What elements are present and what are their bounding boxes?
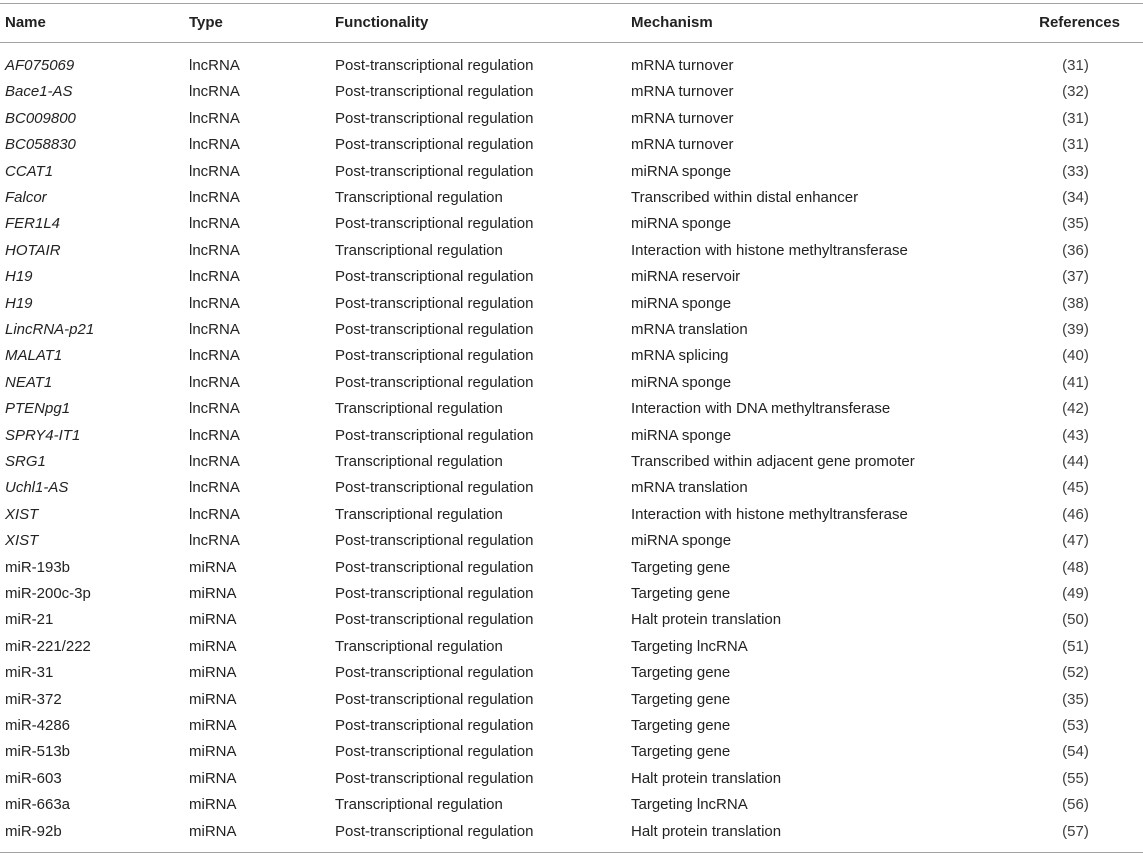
cell-mechanism: miRNA sponge [631,532,732,550]
cell-mechanism: mRNA turnover [631,57,734,74]
cell-reference: (49) [1062,585,1089,602]
cell-type: miRNA [189,769,237,787]
cell-reference: (57) [1062,822,1089,840]
cell-type: miRNA [189,690,237,708]
cell-functionality: Post-transcriptional regulation [335,664,534,682]
table-row [0,687,1143,713]
table-row [0,264,1143,290]
cell-mechanism: Transcribed within distal enhancer [631,189,859,206]
cell-type: miRNA [189,585,237,602]
cell-name: XIST [5,532,39,550]
cell-reference: (39) [1062,321,1089,338]
cell-functionality: Transcriptional regulation [335,241,503,259]
table-row [0,343,1143,369]
cell-mechanism: miRNA sponge [631,215,732,233]
cell-reference: (32) [1062,83,1089,101]
cell-mechanism: mRNA splicing [631,347,729,365]
cell-name: miR-513b [5,743,71,761]
cell-functionality: Post-transcriptional regulation [335,57,534,74]
table-row [0,396,1143,422]
cell-reference: (31) [1062,136,1089,154]
cell-name: miR-21 [5,611,54,629]
cell-name: XIST [5,505,39,523]
cell-type: lncRNA [189,215,240,233]
cell-mechanism: Interaction with histone methyltransferase [631,505,908,523]
cell-type: lncRNA [189,400,240,418]
cell-mechanism: Interaction with DNA methyltransferase [631,400,891,418]
table-row [0,317,1143,343]
cell-mechanism: mRNA translation [631,479,748,497]
header-references: References [1039,14,1120,31]
cell-type: lncRNA [189,453,240,470]
cell-name: Bace1-AS [5,83,73,101]
cell-reference: (54) [1062,743,1089,761]
cell-type: lncRNA [189,136,240,154]
cell-reference: (56) [1062,796,1089,814]
cell-mechanism: mRNA turnover [631,109,734,127]
cell-type: miRNA [189,796,237,814]
table-row [0,607,1143,633]
table-row [0,660,1143,686]
cell-functionality: Post-transcriptional regulation [335,479,534,497]
header-functionality: Functionality [335,14,429,31]
table-row [0,634,1143,660]
cell-functionality: Post-transcriptional regulation [335,294,534,312]
cell-functionality: Post-transcriptional regulation [335,690,534,708]
cell-reference: (31) [1062,57,1089,74]
cell-type: lncRNA [189,57,240,74]
cell-functionality: Transcriptional regulation [335,505,503,523]
cell-name: miR-92b [5,822,62,840]
cell-type: lncRNA [189,294,240,312]
table-row [0,211,1143,237]
cell-name: SRG1 [5,453,46,470]
cell-type: lncRNA [189,373,240,391]
cell-mechanism: mRNA translation [631,321,748,338]
cell-mechanism: Halt protein translation [631,769,782,787]
header-mechanism: Mechanism [631,14,713,31]
cell-name: NEAT1 [5,373,53,391]
cell-functionality: Post-transcriptional regulation [335,717,534,734]
table-row [0,159,1143,185]
cell-name: H19 [5,294,33,312]
cell-reference: (46) [1062,505,1089,523]
cell-mechanism: Halt protein translation [631,611,782,629]
cell-name: PTENpg1 [5,400,71,418]
cell-name: H19 [5,268,33,286]
cell-functionality: Post-transcriptional regulation [335,769,534,787]
cell-reference: (36) [1062,241,1089,259]
cell-type: lncRNA [189,268,240,286]
cell-functionality: Post-transcriptional regulation [335,268,534,286]
cell-reference: (45) [1062,479,1089,497]
table-row [0,238,1143,264]
table-row [0,79,1143,105]
cell-functionality: Post-transcriptional regulation [335,136,534,154]
cell-name: Uchl1-AS [5,479,69,497]
table-row [0,555,1143,581]
cell-reference: (40) [1062,347,1089,365]
cell-type: lncRNA [189,321,240,338]
cell-type: lncRNA [189,347,240,365]
cell-mechanism: miRNA reservoir [631,268,741,286]
cell-name: miR-193b [5,558,71,576]
table-row [0,766,1143,792]
table-row [0,792,1143,818]
table-row [0,475,1143,501]
cell-reference: (38) [1062,294,1089,312]
cell-name: BC009800 [5,109,76,127]
cell-reference: (31) [1062,109,1089,127]
cell-type: lncRNA [189,162,240,180]
cell-mechanism: Targeting gene [631,717,731,734]
table-row [0,449,1143,475]
cell-mechanism: mRNA turnover [631,136,734,154]
cell-mechanism: Targeting gene [631,690,731,708]
cell-type: lncRNA [189,83,240,101]
cell-type: lncRNA [189,109,240,127]
cell-mechanism: miRNA sponge [631,426,732,444]
cell-type: miRNA [189,664,237,682]
cell-functionality: Post-transcriptional regulation [335,373,534,391]
table-row [0,53,1143,79]
cell-functionality: Transcriptional regulation [335,189,503,206]
table-row [0,132,1143,158]
cell-reference: (52) [1062,664,1089,682]
cell-mechanism: miRNA sponge [631,294,732,312]
table-row [0,739,1143,765]
cell-type: lncRNA [189,189,240,206]
cell-mechanism: Targeting lncRNA [631,796,748,814]
cell-functionality: Post-transcriptional regulation [335,532,534,550]
cell-type: lncRNA [189,479,240,497]
cell-functionality: Post-transcriptional regulation [335,426,534,444]
cell-type: miRNA [189,822,237,840]
table-row [0,713,1143,739]
cell-name: miR-663a [5,796,71,814]
cell-name: LincRNA-p21 [5,321,95,338]
table-row [0,370,1143,396]
cell-functionality: Post-transcriptional regulation [335,822,534,840]
cell-name: Falcor [5,189,47,206]
cell-type: miRNA [189,637,237,655]
cell-functionality: Post-transcriptional regulation [335,347,534,365]
cell-name: miR-200c-3p [5,585,91,602]
cell-mechanism: Targeting gene [631,743,731,761]
cell-reference: (55) [1062,769,1089,787]
cell-type: lncRNA [189,532,240,550]
table-row [0,819,1143,845]
cell-type: miRNA [189,558,237,576]
cell-functionality: Transcriptional regulation [335,400,503,418]
cell-name: HOTAIR [5,241,61,259]
cell-functionality: Post-transcriptional regulation [335,162,534,180]
cell-reference: (34) [1062,189,1089,206]
cell-mechanism: miRNA sponge [631,162,732,180]
cell-type: lncRNA [189,426,240,444]
table-header-rule [0,42,1143,43]
table-row [0,106,1143,132]
cell-name: BC058830 [5,136,76,154]
cell-reference: (42) [1062,400,1089,418]
cell-functionality: Post-transcriptional regulation [335,109,534,127]
cell-mechanism: Targeting gene [631,585,731,602]
cell-functionality: Transcriptional regulation [335,637,503,655]
cell-reference: (35) [1062,215,1089,233]
cell-functionality: Post-transcriptional regulation [335,321,534,338]
cell-name: MALAT1 [5,347,63,365]
cell-mechanism: miRNA sponge [631,373,732,391]
cell-name: FER1L4 [5,215,61,233]
cell-type: lncRNA [189,241,240,259]
table-row [0,423,1143,449]
cell-mechanism: Targeting lncRNA [631,637,748,655]
cell-type: lncRNA [189,505,240,523]
cell-reference: (48) [1062,558,1089,576]
table-row [0,581,1143,607]
cell-name: miR-372 [5,690,62,708]
header-name: Name [5,14,46,31]
cell-functionality: Transcriptional regulation [335,453,503,470]
cell-reference: (43) [1062,426,1089,444]
cell-functionality: Post-transcriptional regulation [335,83,534,101]
table-bottom-rule [0,852,1143,853]
table-header-row [0,3,1143,42]
cell-functionality: Post-transcriptional regulation [335,558,534,576]
cell-mechanism: Interaction with histone methyltransferase [631,241,908,259]
cell-mechanism: Targeting gene [631,664,731,682]
cell-functionality: Post-transcriptional regulation [335,585,534,602]
table-row [0,185,1143,211]
cell-functionality: Transcriptional regulation [335,796,503,814]
cell-functionality: Post-transcriptional regulation [335,743,534,761]
cell-functionality: Post-transcriptional regulation [335,611,534,629]
cell-type: miRNA [189,743,237,761]
table-row [0,291,1143,317]
cell-mechanism: mRNA turnover [631,83,734,101]
cell-reference: (51) [1062,637,1089,655]
cell-mechanism: Halt protein translation [631,822,782,840]
table-row [0,502,1143,528]
cell-reference: (41) [1062,373,1089,391]
cell-reference: (47) [1062,532,1089,550]
cell-reference: (50) [1062,611,1089,629]
cell-name: AF075069 [5,57,75,74]
cell-name: miR-221/222 [5,637,91,655]
header-type: Type [189,14,223,31]
cell-name: miR-31 [5,664,54,682]
cell-reference: (35) [1062,690,1089,708]
cell-type: miRNA [189,717,237,734]
cell-name: SPRY4-IT1 [5,426,81,444]
cell-type: miRNA [189,611,237,629]
cell-mechanism: Transcribed within adjacent gene promoter [631,453,915,470]
cell-mechanism: Targeting gene [631,558,731,576]
cell-name: miR-603 [5,769,62,787]
cell-reference: (33) [1062,162,1089,180]
cell-name: CCAT1 [5,162,54,180]
cell-reference: (53) [1062,717,1089,734]
cell-name: miR-4286 [5,717,71,734]
cell-reference: (37) [1062,268,1089,286]
table-row [0,528,1143,554]
cell-reference: (44) [1062,453,1089,470]
cell-functionality: Post-transcriptional regulation [335,215,534,233]
